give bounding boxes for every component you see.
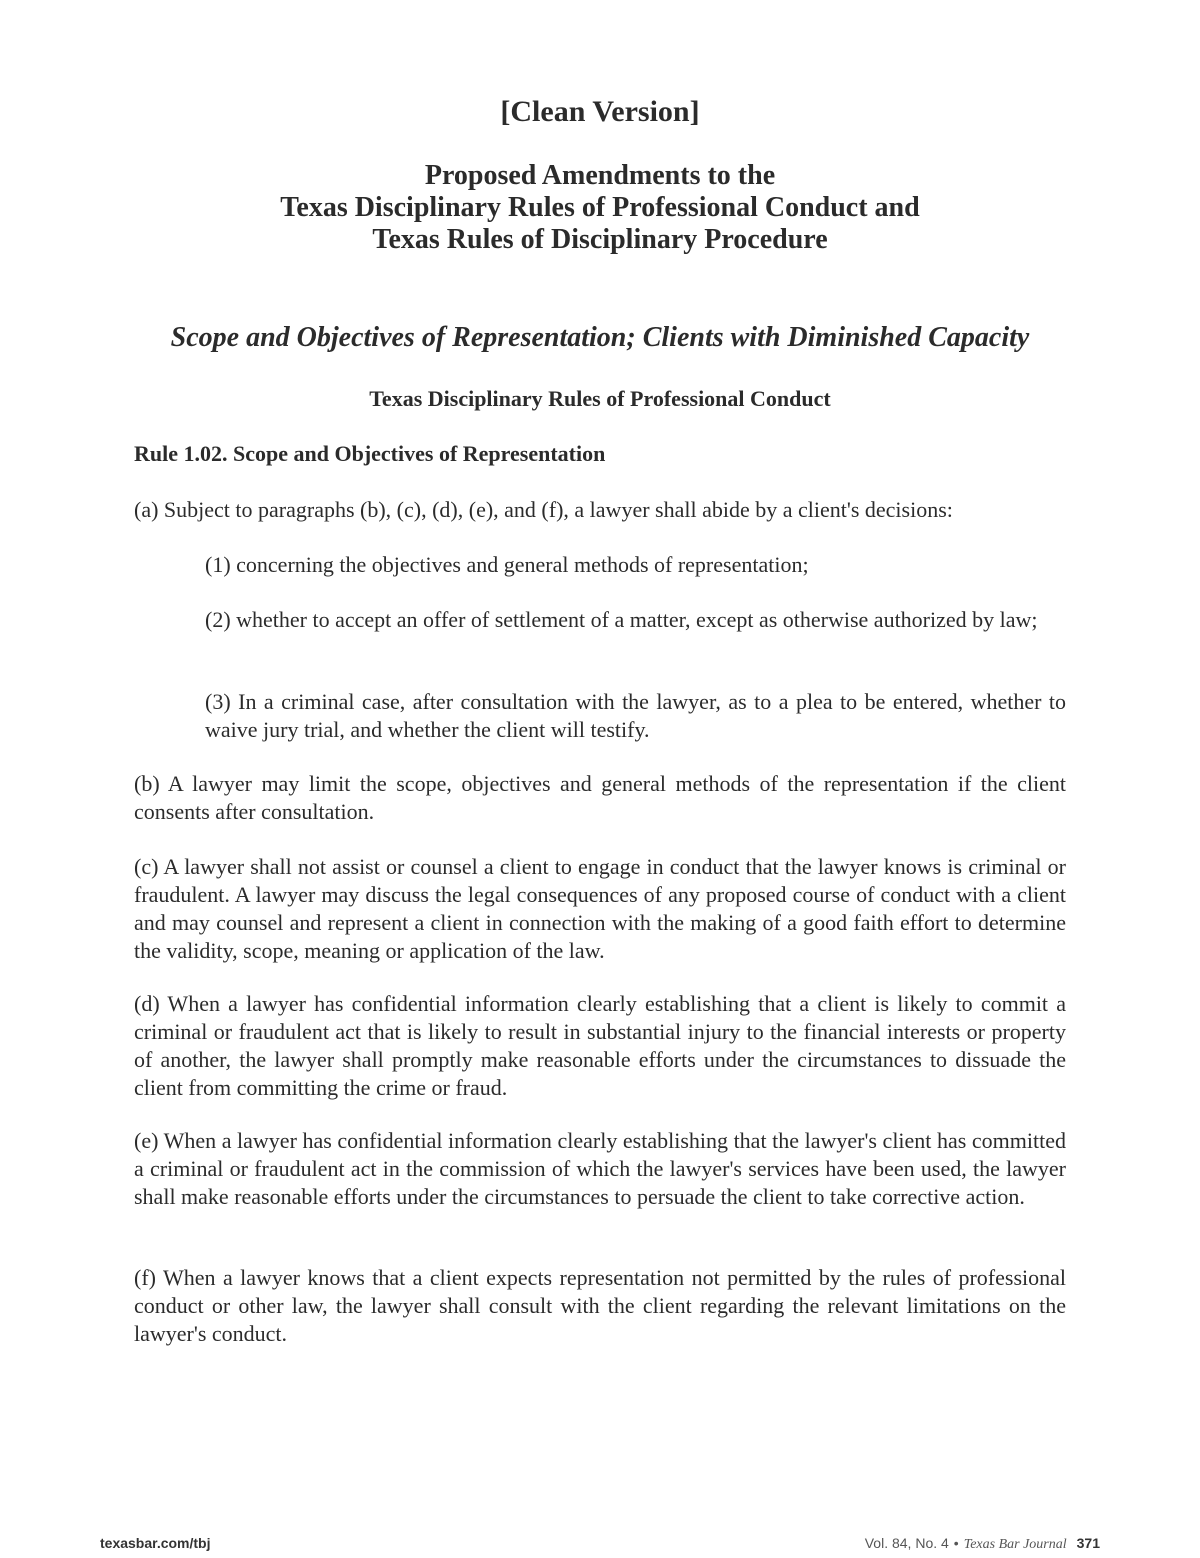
paragraph-a1: (1) concerning the objectives and general methods of representation; (205, 552, 809, 577)
paragraph-a2: (2) whether to accept an offer of settlement of a matter, except as otherwise authorized by law; (205, 607, 1038, 632)
paragraph-a: (a) Subject to paragraphs (b), (c), (d), (e), and (f), a lawyer shall abide by a client's decisions: (134, 497, 953, 522)
footer-volume: Vol. 84, No. 4 (864, 1535, 949, 1551)
paragraph-f: (f) When a lawyer knows that a client expects representation not permitted by the rules of professional conduct or other law, the lawyer shall consult with the client regarding the relevant limitations on the lawyer's conduct. (134, 1265, 1066, 1346)
title-line-3: Texas Rules of Disciplinary Procedure (372, 224, 828, 255)
title-line-2: Texas Disciplinary Rules of Professional Conduct and (280, 192, 920, 223)
rule-heading: Rule 1.02. Scope and Objectives of Representation (134, 441, 606, 466)
paragraph-e: (e) When a lawyer has confidential information clearly establishing that the lawyer's client has committed a criminal or fraudulent act in the commission of which the lawyer's services have been used, the lawyer shall make reasonable efforts under the circumstances to persuade the client to take corrective action. (134, 1128, 1066, 1209)
paragraph-a3: (3) In a criminal case, after consultation with the lawyer, as to a plea to be entered, whether to waive jury trial, and whether the client will testify. (205, 689, 1066, 742)
title-line-1: Proposed Amendments to the (424, 160, 776, 191)
section-title: Scope and Objectives of Representation; Clients with Diminished Capacity (170, 322, 1030, 353)
version-label: [Clean Version] (500, 95, 700, 128)
footer-website: texasbar.com/tbj (100, 1535, 211, 1551)
paragraph-b: (b) A lawyer may limit the scope, objectives and general methods of the representation if the client consents after consultation. (134, 771, 1066, 824)
page-number: 371 (1076, 1535, 1100, 1551)
document-title (0, 160, 1200, 256)
paragraph-d: (d) When a lawyer has confidential information clearly establishing that a client is likely to commit a criminal or fraudulent act that is likely to result in substantial injury to the financial interests or property of another, the lawyer shall promptly make reasonable efforts under the circumstances to dissuade the client from committing the crime or fraud. (134, 991, 1066, 1100)
footer-citation (865, 1535, 1100, 1553)
footer-journal: Texas Bar Journal (963, 1537, 1067, 1552)
footer-bullet: • (953, 1535, 959, 1551)
subsection-title: Texas Disciplinary Rules of Professional Conduct (369, 386, 831, 411)
paragraph-c: (c) A lawyer shall not assist or counsel a client to engage in conduct that the lawyer knows is criminal or fraudulent. A lawyer may discuss the legal consequences of any proposed course of conduct with a client and may counsel and represent a client in connection with the making of a good faith effort to determine the validity, scope, meaning or application of the law. (134, 854, 1066, 963)
